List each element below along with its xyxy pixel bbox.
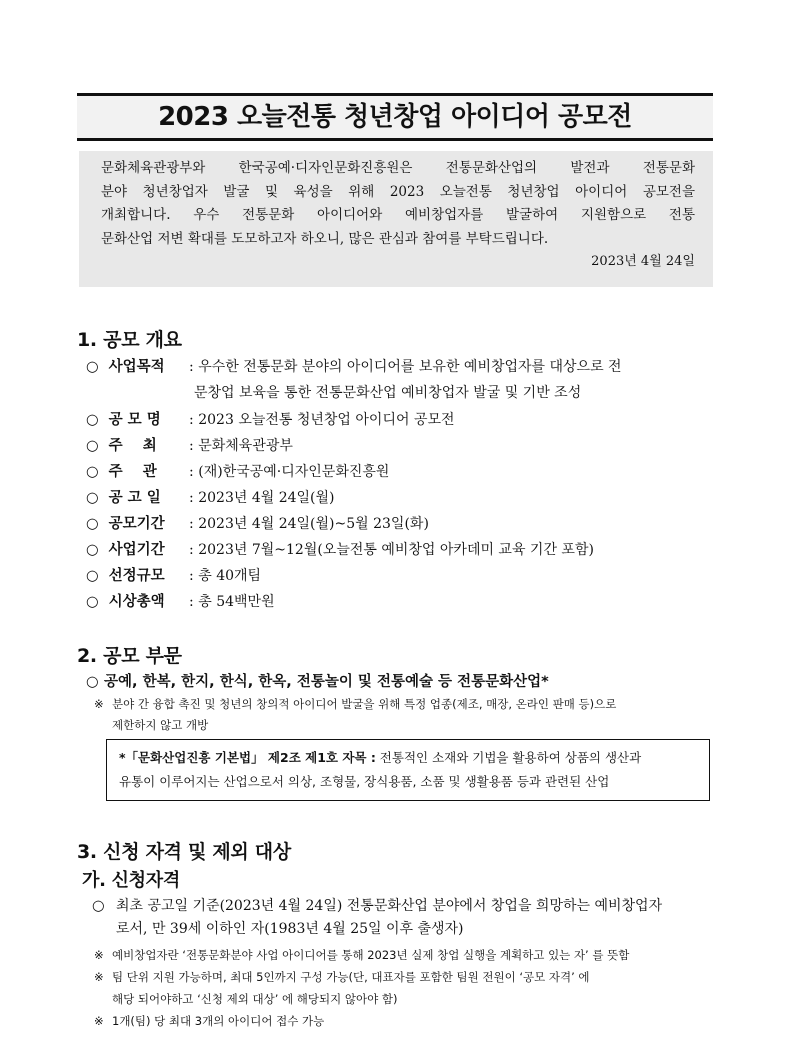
item-separator: :	[184, 516, 199, 532]
note-text: 분야 간 융합 촉진 및 청년의 창의적 아이디어 발굴을 위해 특정 업종(제조, 매장, 온라인 판매 등)으로	[112, 697, 617, 711]
circle-bullet-icon: ○	[86, 464, 99, 480]
eligibility-item	[92, 896, 662, 916]
law-reference-box	[106, 739, 710, 801]
item-value: 총 40개팀	[198, 568, 262, 584]
note-text: 팀 단위 지원 가능하며, 최대 5인까지 구성 가능(단, 대표자를 포함한 팀원 전원이 ‘공모 자격’ 에	[112, 970, 590, 984]
intro-date: 2023년 4월 24일	[591, 254, 695, 269]
circle-bullet-icon: ○	[86, 542, 99, 558]
item-separator: :	[184, 412, 199, 428]
overview-item-contest-period	[86, 514, 429, 534]
overview-item-total-prize	[86, 592, 275, 612]
item-separator: :	[184, 594, 199, 610]
item-value: 2023년 4월 24일(월)	[198, 490, 335, 506]
eligibility-subheading: 가. 신청자격	[82, 870, 180, 891]
law-reference: *「문화산업진흥 기본법」 제2조 제1호 자목 :	[119, 750, 376, 765]
note-text: 1개(팀) 당 최대 3개의 아이디어 접수 가능	[112, 1014, 325, 1028]
item-separator: :	[184, 464, 199, 480]
overview-item-purpose	[86, 357, 622, 377]
note-mark-icon: ※	[94, 948, 104, 962]
overview-item-purpose-continued: 문창업 보육을 통한 전통문화산업 예비창업자 발굴 및 기반 조성	[194, 385, 582, 401]
category-item	[86, 670, 549, 691]
item-label: 공모기간	[108, 516, 165, 532]
circle-bullet-icon: ○	[86, 568, 99, 584]
circle-bullet-icon: ○	[86, 594, 99, 610]
law-line	[119, 746, 701, 770]
item-value: 우수한 전통문화 분야의 아이디어를 보유한 예비창업자를 대상으로 전	[198, 359, 622, 375]
eligibility-note	[94, 968, 590, 986]
item-value: 총 54백만원	[198, 594, 275, 610]
section-1-heading: 1. 공모 개요	[77, 329, 182, 351]
note-mark-icon: ※	[94, 1014, 104, 1028]
intro-line: 문화체육관광부와 한국공예·디자인문화진흥원은 전통문화산업의 발전과 전통문화	[101, 160, 695, 176]
overview-item-announce-date	[86, 488, 335, 508]
intro-line: 문화산업 저변 확대를 도모하고자 하오니, 많은 관심과 참여를 부탁드립니다.	[101, 230, 549, 247]
note-text: 예비창업자란 ‘전통문화분야 사업 아이디어를 통해 2023년 실제 창업 실행을 계획하고 있는 자’ 를 뜻함	[112, 948, 630, 962]
category-note-continued: 제한하지 않고 개방	[112, 718, 209, 732]
item-value: 문화체육관광부	[198, 438, 293, 454]
item-separator: :	[184, 490, 199, 506]
law-text: 전통적인 소재와 기법을 활용하여 상품의 생산과	[375, 750, 642, 765]
overview-item-organizer	[86, 462, 389, 482]
overview-item-selection-size	[86, 566, 261, 586]
item-label: 공 모 명	[108, 412, 161, 428]
eligibility-text-continued: 로서, 만 39세 이하인 자(1983년 4월 25일 이후 출생자)	[116, 921, 464, 937]
item-label: 사업기간	[108, 542, 165, 558]
item-value: 2023년 7월~12월(오늘전통 예비창업 아카데미 교육 기간 포함)	[198, 542, 594, 558]
eligibility-text: 최초 공고일 기준(2023년 4월 24일) 전통문화산업 분야에서 창업을 희망하는 예비창업자	[116, 898, 663, 914]
item-label: 공 고 일	[108, 490, 161, 506]
item-value: 2023년 4월 24일(월)~5월 23일(화)	[198, 516, 429, 532]
item-separator: :	[184, 359, 199, 375]
section-2-heading: 2. 공모 부문	[77, 645, 182, 667]
category-text: 공예, 한복, 한지, 한식, 한옥, 전통놀이 및 전통예술 등 전통문화산업*	[104, 674, 549, 690]
eligibility-note	[94, 1012, 324, 1030]
circle-bullet-icon: ○	[86, 516, 99, 532]
title-banner	[77, 93, 713, 141]
overview-item-project-period	[86, 540, 594, 560]
item-separator: :	[184, 568, 199, 584]
circle-bullet-icon: ○	[92, 898, 105, 914]
circle-bullet-icon: ○	[86, 490, 99, 506]
eligibility-note	[94, 946, 629, 964]
eligibility-note-continued: 해당 되어야하고 ‘신청 제외 대상’ 에 해당되지 않아야 함)	[112, 992, 398, 1006]
item-value: 2023 오늘전통 청년창업 아이디어 공모전	[198, 412, 455, 428]
page-title: 2023 오늘전통 청년창업 아이디어 공모전	[158, 102, 632, 132]
item-separator: :	[184, 542, 199, 558]
intro-box	[79, 151, 713, 287]
item-label: 시상총액	[108, 594, 165, 610]
circle-bullet-icon: ○	[86, 438, 99, 454]
section-3-heading: 3. 신청 자격 및 제외 대상	[77, 841, 291, 863]
item-label: 주 최	[108, 438, 157, 454]
item-label: 사업목적	[108, 359, 165, 375]
overview-item-host	[86, 436, 293, 456]
item-label: 주 관	[108, 464, 157, 480]
item-separator: :	[184, 438, 199, 454]
law-line: 유통이 이루어지는 산업으로서 의상, 조형물, 장식용품, 소품 및 생활용품 등과 관련된 산업	[119, 774, 610, 789]
intro-line: 개최합니다. 우수 전통문화 아이디어와 예비창업자를 발굴하여 지원함으로 전통	[101, 207, 695, 223]
circle-bullet-icon: ○	[86, 412, 99, 428]
item-value: (재)한국공예·디자인문화진흥원	[198, 464, 390, 480]
intro-line: 분야 청년창업자 발굴 및 육성을 위해 2023 오늘전통 청년창업 아이디어 공모전을	[101, 183, 695, 200]
category-note	[94, 695, 616, 713]
circle-bullet-icon: ○	[86, 359, 99, 375]
item-label: 선정규모	[108, 568, 165, 584]
circle-bullet-icon: ○	[86, 674, 99, 690]
note-mark-icon: ※	[94, 697, 104, 711]
overview-item-name	[86, 410, 455, 430]
note-mark-icon: ※	[94, 970, 104, 984]
